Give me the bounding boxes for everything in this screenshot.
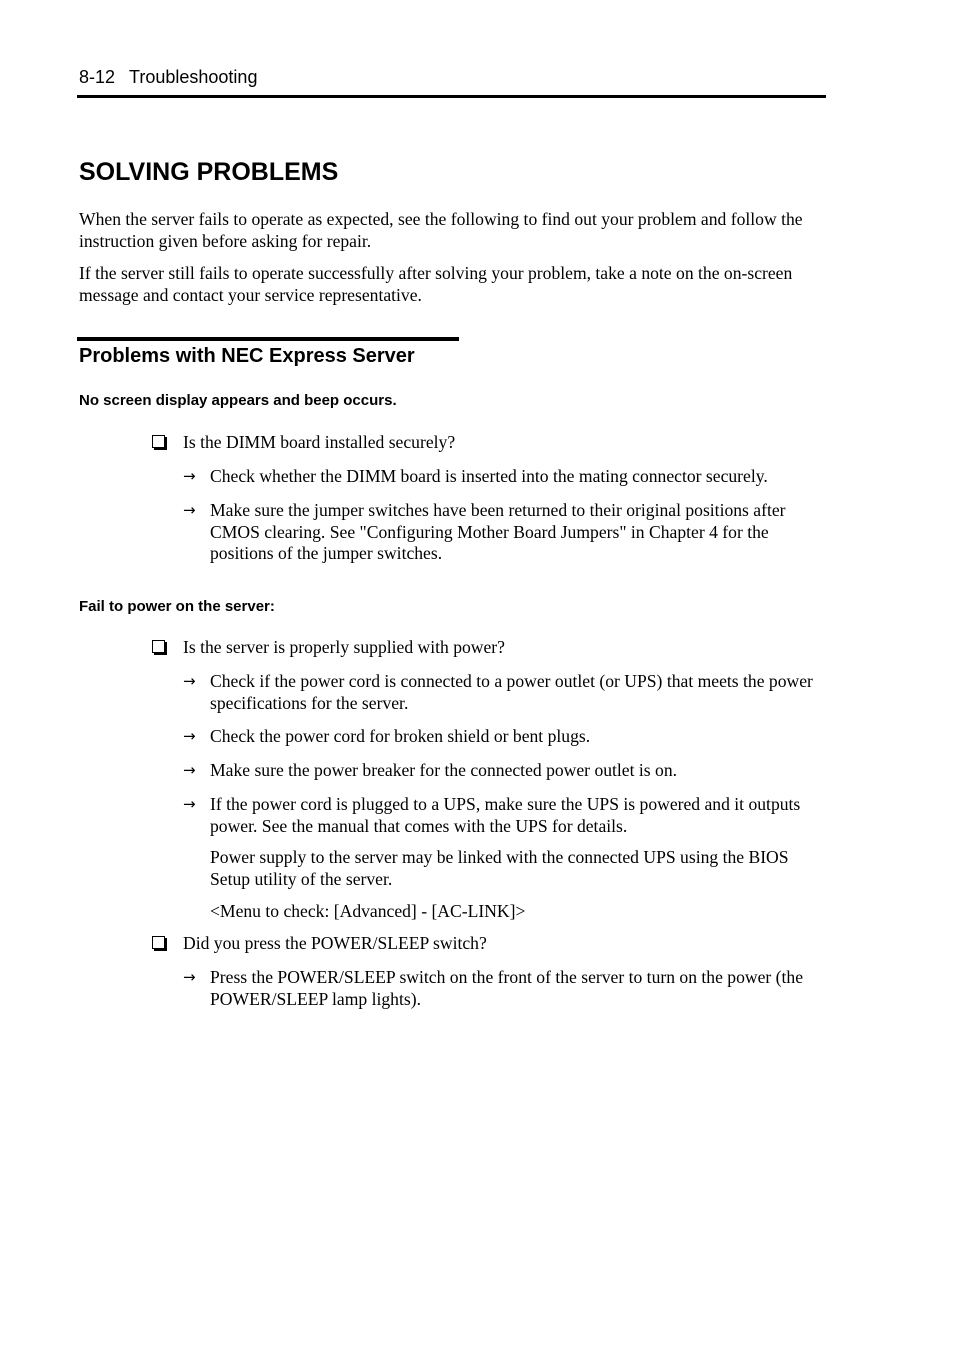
arrow-icon: → [183,501,196,519]
section-heading: Problems with NEC Express Server [79,345,415,367]
answer-item [183,726,823,748]
group-heading-no-display: No screen display appears and beep occurs. [79,392,397,409]
answer-text: Press the POWER/SLEEP switch on the front of the server to turn on the power (the POWER/SLEEP lamp lights). [210,967,804,1009]
check-question: Is the DIMM board installed securely? [183,432,456,452]
group-heading-power: Fail to power on the server: [79,598,275,615]
checkbox-icon [152,640,165,653]
answer-item [183,794,823,837]
answer-text: Make sure the jumper switches have been returned to their original positions after CMOS clearing. See "Configuring Mother Board Jumpers" in Chapter 4 for the positions of the jumper switches. [210,500,786,563]
page-title: SOLVING PROBLEMS [79,158,339,186]
check-question: Is the server is properly supplied with power? [183,637,505,657]
page-number: 8-12 [79,67,116,87]
arrow-icon: → [183,727,196,745]
intro-paragraph-1: When the server fails to operate as expected, see the following to find out your problem and follow the instruction given before asking for repair. [79,209,803,251]
note-paragraph: Power supply to the server may be linked with the connected UPS using the BIOS Setup utility of the server. [210,847,789,889]
answer-text: Check whether the DIMM board is inserted into the mating connector securely. [210,466,768,486]
chapter-title: Troubleshooting [129,67,258,87]
arrow-icon: → [183,795,196,813]
answer-item [183,967,823,1010]
answer-item [183,760,823,782]
check-question: Did you press the POWER/SLEEP switch? [183,933,487,953]
answer-item [183,466,823,488]
checkbox-icon [152,435,165,448]
answer-item [183,671,823,714]
answer-text: If the power cord is plugged to a UPS, make sure the UPS is powered and it outputs power. See the manual that comes with the UPS for details. [210,794,801,836]
running-header [79,66,257,88]
arrow-icon: → [183,968,196,986]
answer-text: Check the power cord for broken shield or bent plugs. [210,726,591,746]
answer-item [183,500,823,565]
arrow-icon: → [183,761,196,779]
header-rule [77,95,826,98]
intro-paragraph-2: If the server still fails to operate successfully after solving your problem, take a note on the on-screen message and contact your service representative. [79,263,793,305]
arrow-icon: → [183,467,196,485]
answer-text: Make sure the power breaker for the connected power outlet is on. [210,760,678,780]
menu-path-note: <Menu to check: [Advanced] - [AC-LINK]> [210,901,526,921]
answer-text: Check if the power cord is connected to a power outlet (or UPS) that meets the power specifications for the server. [210,671,813,713]
arrow-icon: → [183,672,196,690]
checkbox-icon [152,936,165,949]
section-rule [77,337,459,341]
